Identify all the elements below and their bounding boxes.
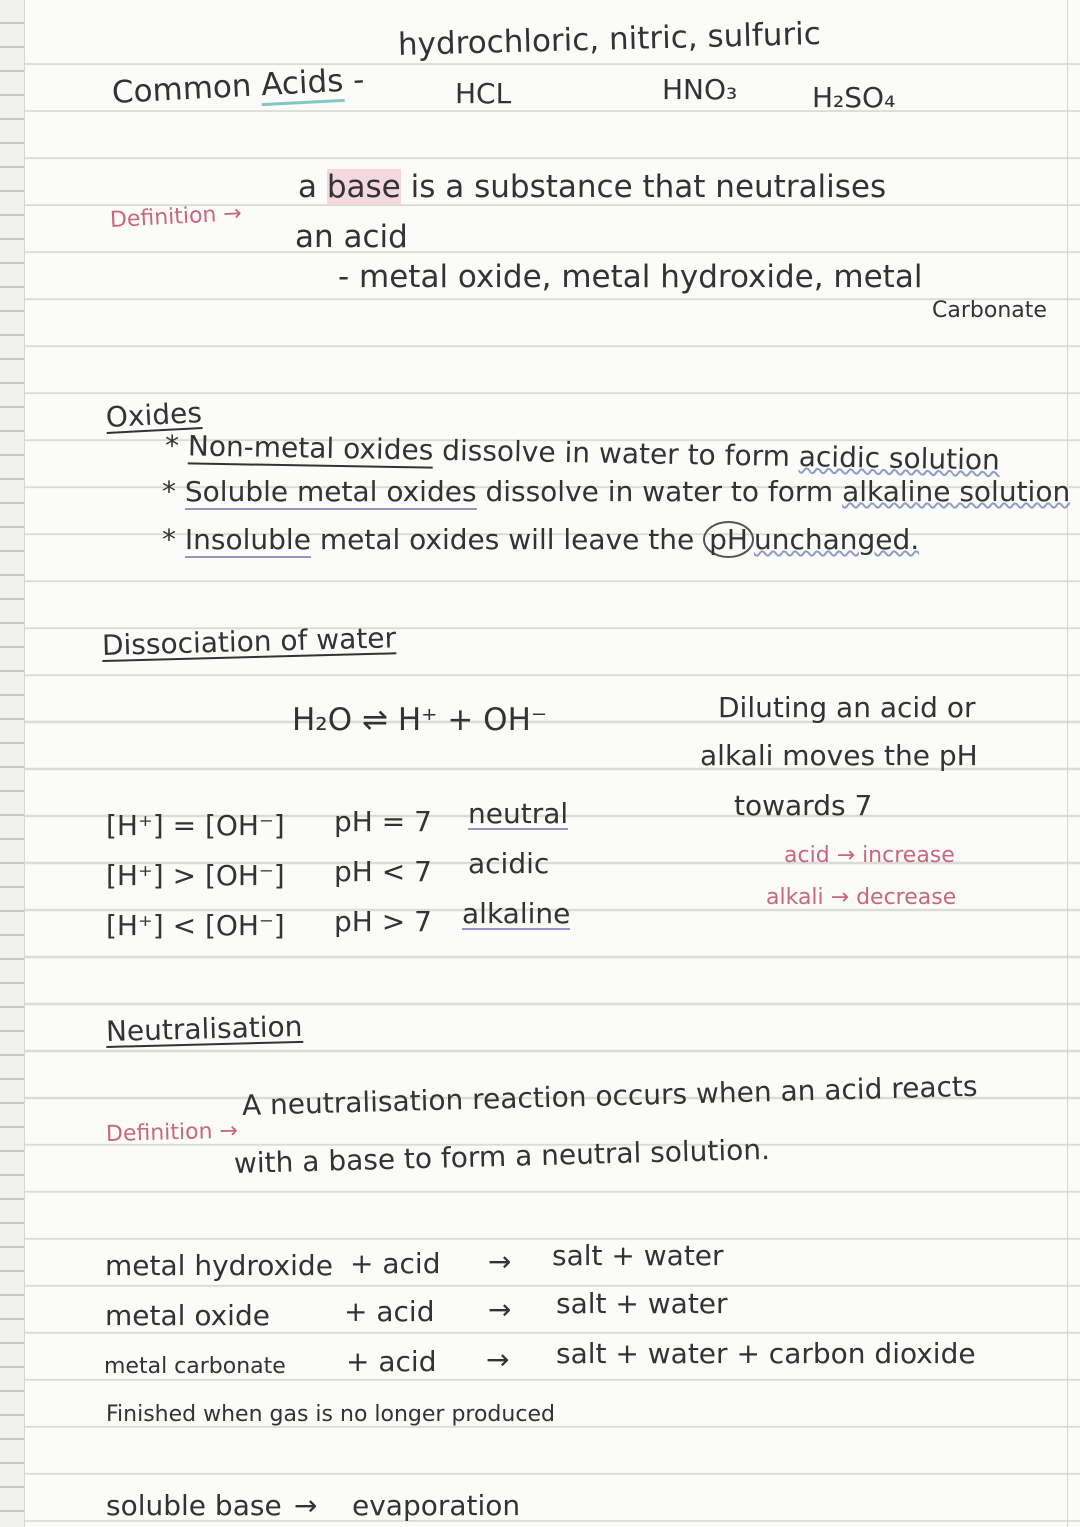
oxides-bullet-3 — [162, 523, 920, 556]
neutralisation-heading: Neutralisation — [105, 1009, 303, 1048]
reaction-2-acid: + acid — [344, 1295, 435, 1328]
bullet-3-key: Insoluble — [184, 523, 311, 556]
bullet-3-end: unchanged. — [753, 523, 920, 556]
dilute-line-2: alkali moves the pH — [700, 739, 978, 772]
dilute-acid: acid → increase — [784, 843, 955, 868]
bullet-3-mid: metal oxides will leave the — [310, 523, 704, 556]
reaction-3-products: salt + water + carbon dioxide — [556, 1337, 976, 1370]
page-edge — [1067, 0, 1068, 1527]
acids-heading-key: Acids — [260, 63, 344, 106]
soluble-base: soluble base — [106, 1489, 282, 1522]
neutralisation-def-line2: with a base to form a neutral solution. — [233, 1132, 771, 1180]
finished-note: Finished when gas is no longer produced — [106, 1402, 555, 1427]
dilute-line-1: Diluting an acid or — [718, 691, 976, 724]
water-equation: H₂O ⇌ H⁺ + OH⁻ — [292, 702, 548, 738]
acids-heading-prefix: Common — [111, 67, 253, 111]
base-def-line1 — [298, 169, 887, 205]
base-def-key: base — [326, 169, 401, 205]
bullet-1-mid: dissolve in water to form — [433, 433, 800, 474]
reaction-2-reactant: metal oxide — [105, 1299, 270, 1332]
acids-names: hydrochloric, nitric, sulfuric — [397, 15, 822, 63]
oxides-bullet-1 — [164, 429, 1001, 477]
conc-row-acidic: [H⁺] > [OH⁻] — [106, 859, 285, 892]
bullet-2-key: Soluble metal oxides — [184, 475, 477, 508]
reaction-1-acid: + acid — [350, 1247, 441, 1280]
bullet-2-end: alkaline solution — [842, 475, 1071, 508]
bullet-2-marker: * — [162, 475, 185, 508]
neutralisation-def-line1: A neutralisation reaction occurs when an acid reacts — [241, 1069, 978, 1122]
base-def-label: Definition → — [109, 201, 243, 233]
oxides-bullet-2 — [162, 475, 1071, 508]
reaction-2-arrow: → — [488, 1293, 512, 1326]
label-alkaline: alkaline — [462, 897, 571, 930]
neutralisation-def-label: Definition → — [105, 1118, 239, 1147]
notebook-binding — [0, 0, 25, 1527]
reaction-1-reactant: metal hydroxide — [105, 1249, 333, 1282]
base-def-line3: - metal oxide, metal hydroxide, metal — [338, 259, 923, 295]
reaction-3-reactant: metal carbonate — [104, 1354, 286, 1379]
base-def-post: is a substance that neutralises — [410, 169, 887, 205]
acids-dash: - — [352, 61, 366, 99]
label-neutral: neutral — [468, 797, 569, 830]
reaction-3-arrow: → — [486, 1343, 510, 1376]
acids-heading — [111, 61, 366, 111]
dissociation-heading: Dissociation of water — [101, 621, 397, 662]
soluble-result: evaporation — [352, 1489, 521, 1522]
formula-hno3: HNO₃ — [662, 73, 738, 106]
conc-row-neutral: [H⁺] = [OH⁻] — [106, 809, 285, 842]
bullet-2-mid: dissolve in water to form — [476, 475, 843, 508]
base-def-pre: a — [298, 169, 317, 205]
bullet-1-marker: * — [164, 429, 189, 463]
conc-row-alkaline: [H⁺] < [OH⁻] — [106, 909, 285, 942]
ph-row-acidic: pH < 7 — [334, 855, 432, 888]
ph-circled: pH — [703, 521, 754, 558]
bullet-1-end: acidic solution — [798, 440, 1001, 477]
bullet-1-key: Non-metal oxides — [187, 429, 434, 467]
oxides-heading: Oxides — [105, 396, 203, 434]
formula-h2so4: H₂SO₄ — [812, 81, 896, 114]
base-def-line4: Carbonate — [932, 298, 1047, 323]
soluble-arrow: → — [294, 1489, 318, 1522]
reaction-1-arrow: → — [488, 1245, 512, 1278]
ph-row-neutral: pH = 7 — [334, 805, 432, 838]
formula-hcl: HCL — [455, 77, 512, 110]
bullet-3-marker: * — [162, 523, 185, 556]
dilute-line-3: towards 7 — [734, 789, 873, 822]
reaction-3-acid: + acid — [346, 1345, 437, 1378]
label-acidic: acidic — [468, 847, 550, 880]
reaction-2-products: salt + water — [556, 1287, 728, 1320]
base-def-line2: an acid — [295, 219, 408, 255]
dilute-alkali: alkali → decrease — [766, 885, 957, 910]
reaction-1-products: salt + water — [552, 1239, 724, 1272]
ph-row-alkaline: pH > 7 — [334, 905, 432, 938]
